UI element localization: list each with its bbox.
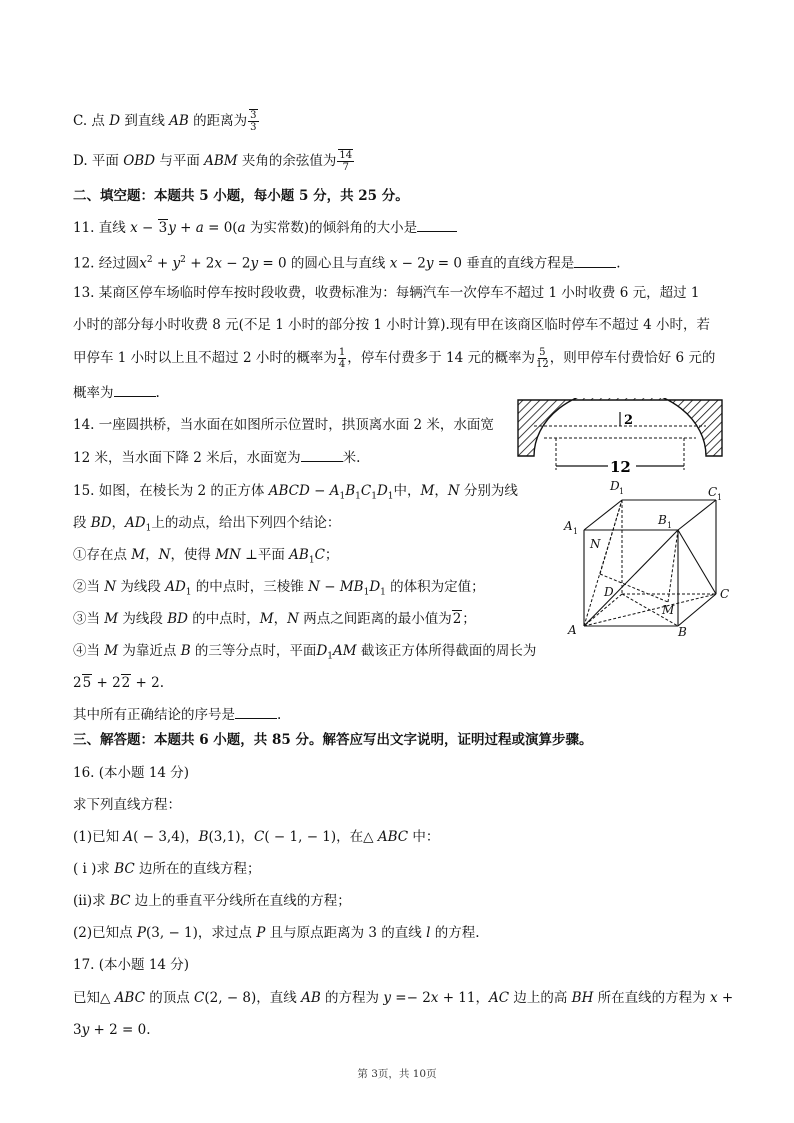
label-A1-sub: 1 [573, 527, 579, 536]
section-2-heading: 二、填空题：本题共 5 小题，每小题 5 分，共 25 分。 [73, 188, 409, 204]
height-label: 2 [624, 413, 634, 428]
label-M: M [662, 603, 675, 617]
question-16-title: 16. (本小题 14 分) [73, 765, 190, 781]
q15-conclusion-3: ③当 M 为线段 BD 的中点时，M，N 两点之间距离的最小值为2； [73, 611, 476, 627]
label-A1: A [564, 519, 573, 533]
page-footer: 第 3页，共 10页 [357, 1068, 437, 1080]
label-C1: C [708, 485, 718, 499]
bridge-hatched-body [518, 398, 722, 456]
label-D1: D [610, 479, 620, 493]
question-14-line-2: 12 米，当水面下降 2 米后，水面宽为 米. [73, 450, 361, 466]
question-17-title: 17. (本小题 14 分) [73, 957, 190, 973]
question-11: 11. 直线 x − 3y + a = 0(a 为实常数)的倾斜角的大小是 [73, 218, 457, 238]
question-16-part-1i: ( i )求 BC 边所在的直线方程； [73, 861, 261, 877]
cube-figure [560, 478, 730, 638]
q10-option-c: C. 点 D 到直线 AB 的距离为 $\frac{3}{3}$ [73, 110, 257, 133]
label-N: N [590, 537, 601, 551]
question-16-part-2: (2)已知点 P(3, − 1)，求过点 P 且与原点距离为 3 的直线 l 的方程. [73, 925, 480, 941]
question-14-line-1: 14. 一座圆拱桥，当水面在如图所示位置时，拱顶离水面 2 米，水面宽 [73, 417, 494, 433]
label-C1-sub: 1 [717, 493, 723, 502]
question-16-part-1: (1)已知 A( − 3,4)，B(3,1)，C( − 1, − 1)，在△ ABC 中： [73, 829, 440, 845]
question-12: 12. 经过圆$x^2 + y^2 + 2x - 2y = 0$ 的圆心且与直线 x − 2y = 0 垂直的直线方程是 . [73, 255, 621, 272]
question-13-line-4: 概率为 . [73, 385, 160, 401]
label-A: A [568, 623, 577, 637]
width-label: 12 [610, 458, 631, 476]
arch-bridge-figure [516, 398, 724, 482]
q15-conclusion-4a: ④当 M 为靠近点 B 的三等分点时，平面$D_1AM$ 截该正方体所得截面的周长为 [73, 643, 537, 662]
question-13-line-1: 13. 某商区停车场临时停车按时段收费，收费标准为：每辆汽车一次停车不超过 1 小时收费 6 元，超过 1 [73, 285, 700, 301]
label-B1-sub: 1 [667, 521, 673, 530]
q15-conclusion-2: ②当 N 为线段 $AD_1$ 的中点时，三棱锥 $N - MB_1D_1$ 的体积为定值； [73, 579, 485, 598]
question-15-line-2: 段 BD，$AD_1$上的动点，给出下列四个结论： [73, 515, 341, 534]
question-13-line-3: 甲停车 1 小时以上且不超过 2 小时的概率为 $\frac{1}{4}$ ，停车付费多于 14 元的概率为 $\frac{5}{12}$ ，则甲停车付费恰好 6 元的 [73, 347, 716, 370]
question-17-line-1: 已知△ ABC 的顶点 C(2, − 8)，直线 AB 的方程为 y =− 2x + 11，AC 边上的高 BH 所在直线的方程为 x + [73, 990, 734, 1006]
label-B1: B [658, 513, 667, 527]
q15-ask: 其中所有正确结论的序号是 . [73, 707, 282, 723]
q10-option-d: D. 平面 OBD 与平面 ABM 夹角的余弦值为 $\frac{14}{7}$ [73, 150, 353, 173]
label-C: C [720, 587, 730, 601]
q15-conclusion-1: ①存在点 M，N，使得 MN ⊥平面 $AB_1C$； [73, 547, 339, 566]
label-D1-sub: 1 [619, 487, 625, 496]
label-B: B [678, 625, 687, 638]
section-3-heading: 三、解答题：本题共 6 小题，共 85 分。解答应写出文字说明，证明过程或演算步骤。 [73, 732, 593, 748]
question-16-intro: 求下列直线方程： [73, 797, 181, 813]
question-15-line-1: 15. 如图，在棱长为 2 的正方体 ABCD − $A_1B_1C_1D_1$中，M，N 分别为线 [73, 483, 518, 502]
q15-conclusion-4b: 25 + 22 + 2. [73, 675, 165, 691]
question-13-line-2: 小时的部分每小时收费 8 元(不足 1 小时的部分按 1 小时计算).现有甲在该商区临时停车不超过 4 小时，若 [73, 317, 711, 333]
question-16-part-1ii: (ii)求 BC 边上的垂直平分线所在直线的方程； [73, 893, 351, 909]
question-17-line-2: 3y + 2 = 0. [73, 1022, 151, 1038]
label-D: D [604, 585, 614, 599]
